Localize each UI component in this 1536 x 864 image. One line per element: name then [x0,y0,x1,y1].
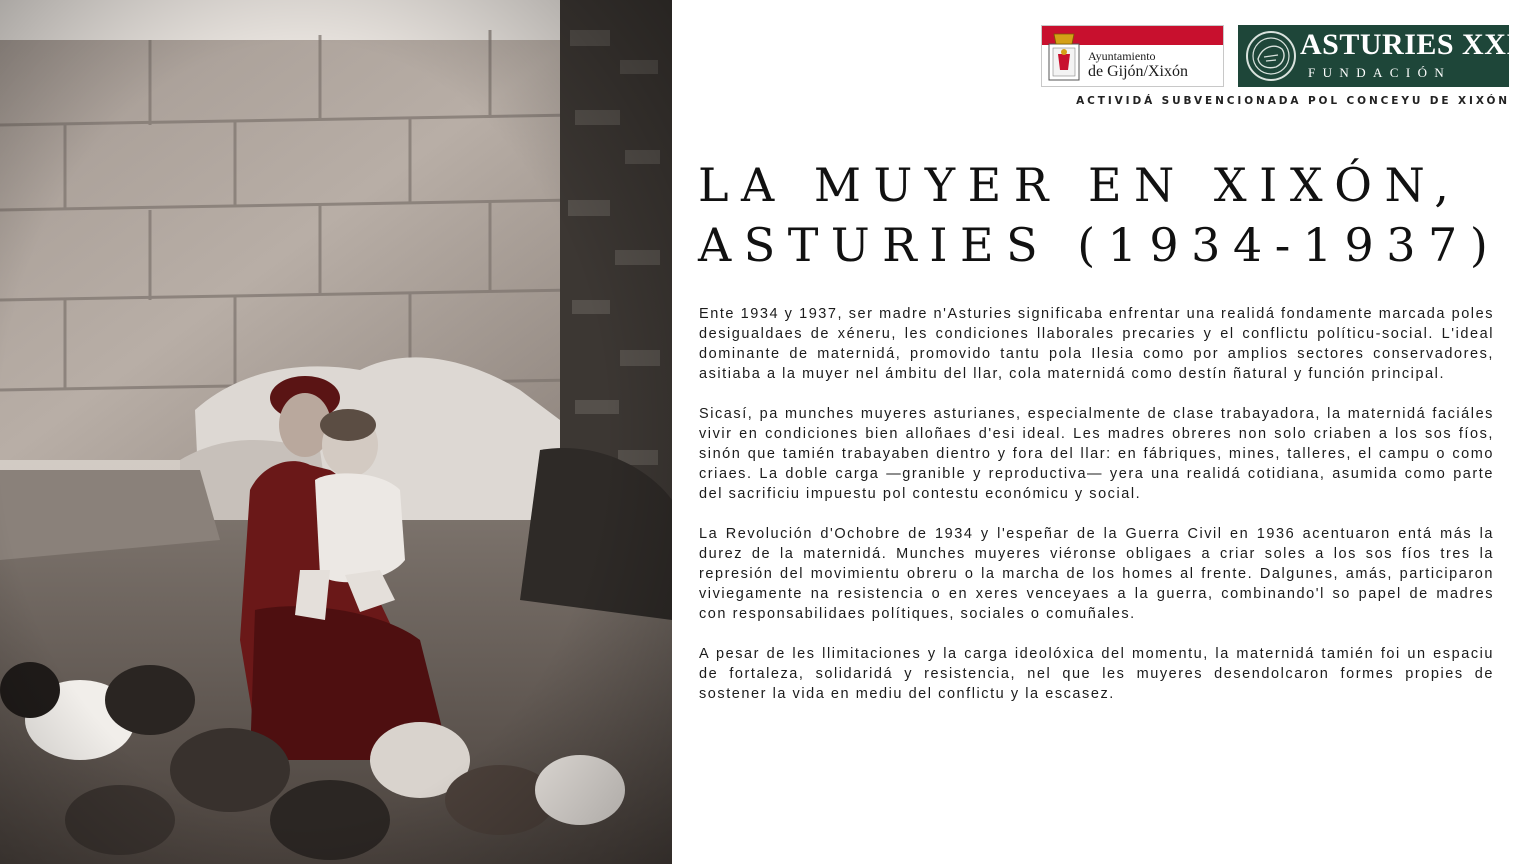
body-paragraph-1: Ente 1934 y 1937, ser madre n'Asturies significaba enfrentar una realidá fondamente marcada poles desigualdaes de xéneru, les condiciones llaborales precaries y el conflictu políticu-social. L'ideal dominante de maternidá, promovido tantu pola Ilesia como por amplios sectores conservadores, asitiaba a la muyer nel ámbitu del llar, cola maternidá como destín ñatural y función principal. [699,306,1494,382]
asturies-brand-sub: FUNDACIÓN [1308,65,1452,80]
asturies-emblem-icon [1244,29,1298,83]
historic-photo [0,0,672,864]
body-paragraph-2: Sicasí, pa munches muyeres asturianes, especialmente de clase trabayadora, la maternidá faciáles vivir en condiciones bien alloñaes d'esi ideal. Les madres obreres non solo criaben a los sos fíos, sinón que tamién trabayaben dientro y fora del llar: en fábriques, mines, talleres, el campu o como criaes. La doble carga —granible y reproductiva— yera una realidá cotidiana, asumida como parte del sacrificiu impuestu pol contestu económicu y social. [699,406,1494,502]
title-line-1: LA MUYER EN XIXÓN, [698,158,1462,212]
subsidy-note: ACTIVIDÁ SUBVENCIONADA POL CONCEYU DE XIXÓN [1076,95,1510,107]
gijon-logo-line2: de Gijón/Xixón [1088,63,1188,80]
title-line-2: ASTURIES (1934-1937) [698,218,1501,272]
gijon-logo-line1: Ayuntamiento [1088,49,1156,63]
body-paragraph-3: La Revolución d'Ochobre de 1934 y l'espeñar de la Guerra Civil en 1936 acentuaron entá más la durez de la maternidá. Munches muyeres viéronse obligaes a criar soles a los sos fíos tres la represión del movimientu obreru o la marcha de los homes al frente. Dalgunes, amás, participaron viviegamente na resistencia o en xeres venceyaes a la guerra, combinando'l so papel de madres con responsabilidaes polítiques, sociales o comuñales. [699,526,1494,622]
asturies-xxi-logo [1238,25,1519,87]
body-text [699,304,1494,724]
body-paragraph-4: A pesar de les llimitaciones y la carga ideolóxica del momentu, la maternidá tamién foi un espaciu de fortaleza, solidaridá y resistencia, nel que les muyeres desendolcaron formes propies de sostener la vida en mediu del conflictu y la escasez. [699,646,1494,702]
page-title [698,155,1501,275]
gijon-crest-icon [1048,30,1080,82]
asturies-brand-name: ASTURIES XXI [1300,28,1519,61]
gijon-council-logo [1041,25,1224,87]
vintage-photo-icon [0,0,672,864]
